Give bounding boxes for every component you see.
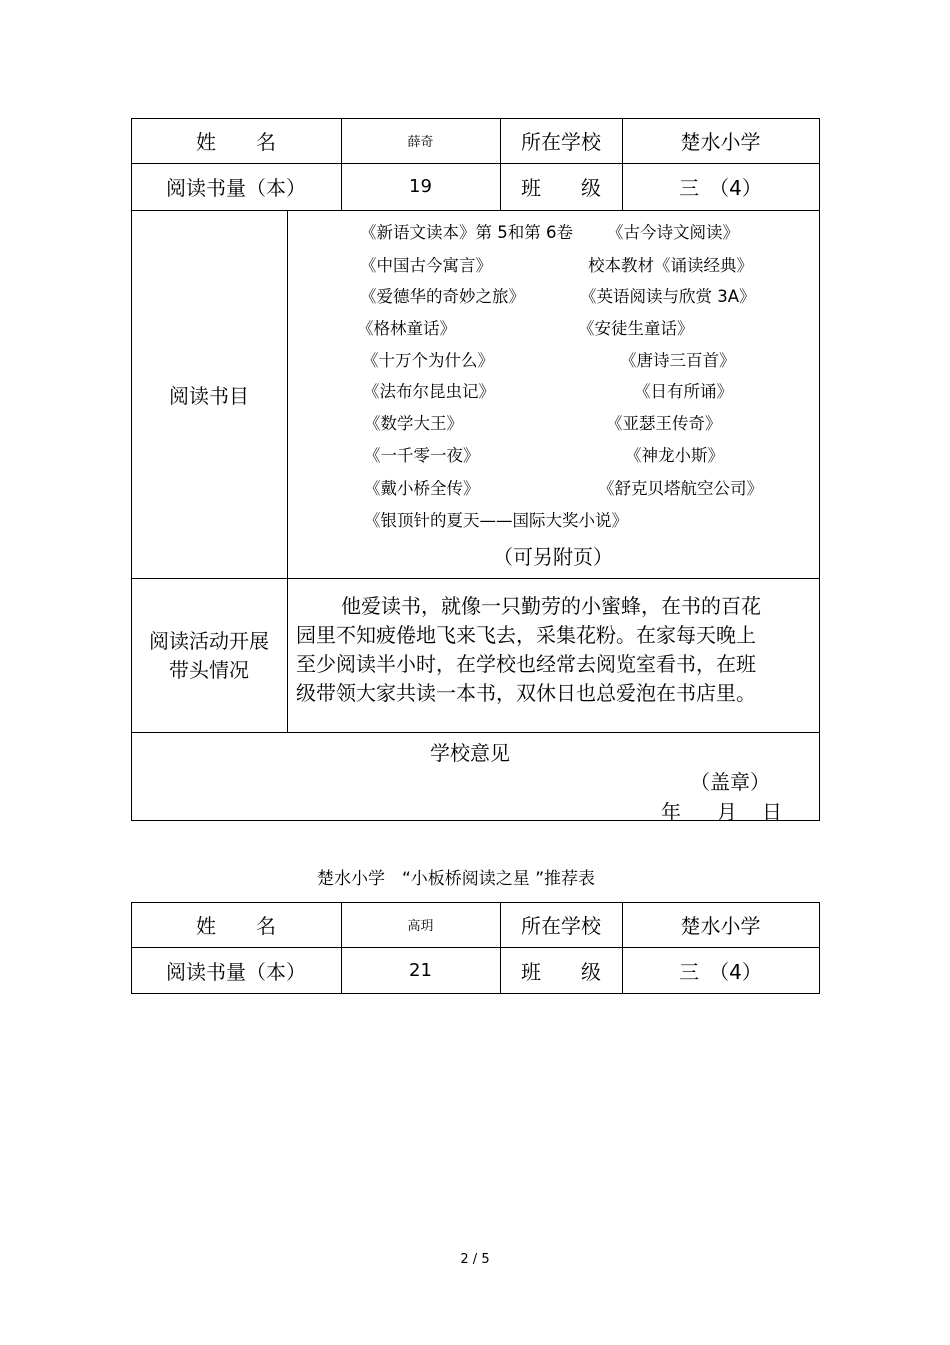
book-item: 《格林童话》 <box>357 319 456 338</box>
book-item: 《英语阅读与欣赏 3A》 <box>580 287 756 306</box>
school-value: 楚水小学 <box>680 914 761 938</box>
booklist-label: 阅读书目 <box>169 383 249 408</box>
activity-label-line: 阅读活动开展 <box>149 629 269 653</box>
school-label: 所在学校 <box>521 914 601 938</box>
activity-label-line: 带头情况 <box>169 658 249 682</box>
book-count-value: 19 <box>409 176 432 197</box>
class-value: 三 （4） <box>679 176 762 200</box>
book-item: 《安徒生童话》 <box>578 319 694 338</box>
date-year: 年 <box>661 800 681 824</box>
book-count-value: 21 <box>409 959 432 981</box>
school-label: 所在学校 <box>521 130 601 154</box>
activity-line: 园里不知疲倦地飞来飞去，采集花粉。在家每天晚上 <box>296 623 756 647</box>
book-item: 《中国古今寓言》 <box>360 256 492 275</box>
school-value: 楚水小学 <box>680 130 761 154</box>
book-item: 《数学大王》 <box>364 414 463 433</box>
book-item: 《古今诗文阅读》 <box>607 223 739 242</box>
book-item: 《爱德华的奇妙之旅》 <box>360 287 525 306</box>
seal-label: （盖章） <box>690 770 770 794</box>
activity-label <box>131 627 287 685</box>
book-item: 《戴小桥全传》 <box>364 479 480 498</box>
book-item: 《新语文读本》第 5和第 6卷 <box>360 223 573 242</box>
book-item: 《亚瑟王传奇》 <box>606 414 722 433</box>
activity-line: 级带领大家共读一本书，双休日也总爱泡在书店里。 <box>296 681 756 705</box>
school-opinion-label: 学校意见 <box>430 741 510 765</box>
class-label: 班 级 <box>521 959 601 984</box>
book-item: 《法布尔昆虫记》 <box>363 382 495 401</box>
name-value: 高玥 <box>407 919 434 934</box>
book-item: 《银顶针的夏天——国际大奖小说》 <box>364 511 628 530</box>
book-item: 校本教材《诵读经典》 <box>588 256 753 275</box>
name-label: 姓 名 <box>196 914 276 938</box>
book-item: 《日有所诵》 <box>634 382 733 401</box>
name-label: 姓 名 <box>196 130 276 154</box>
activity-line: 他爱读书，就像一只勤劳的小蜜蜂，在书的百花 <box>341 594 761 618</box>
page-number: 2 / 5 <box>460 1252 490 1267</box>
date-day: 日 <box>762 800 782 824</box>
form-title: 楚水小学 “小板桥阅读之星 ”推荐表 <box>317 869 596 889</box>
class-value: 三 （4） <box>679 959 762 984</box>
book-count-label: 阅读书量（本） <box>166 176 306 200</box>
book-item: 《唐诗三百首》 <box>620 351 736 370</box>
book-count-label: 阅读书量（本） <box>166 959 306 984</box>
book-item: 《舒克贝塔航空公司》 <box>598 479 763 498</box>
book-item: 《神龙小斯》 <box>625 446 724 465</box>
book-item: 《一千零一夜》 <box>364 446 480 465</box>
date-month: 月 <box>717 800 737 824</box>
attach-note: （可另附页） <box>493 544 613 569</box>
class-label: 班 级 <box>521 176 601 200</box>
book-item: 《十万个为什么》 <box>362 351 494 370</box>
activity-line: 至少阅读半小时，在学校也经常去阅览室看书，在班 <box>296 652 756 676</box>
name-value: 薛奇 <box>407 135 434 150</box>
